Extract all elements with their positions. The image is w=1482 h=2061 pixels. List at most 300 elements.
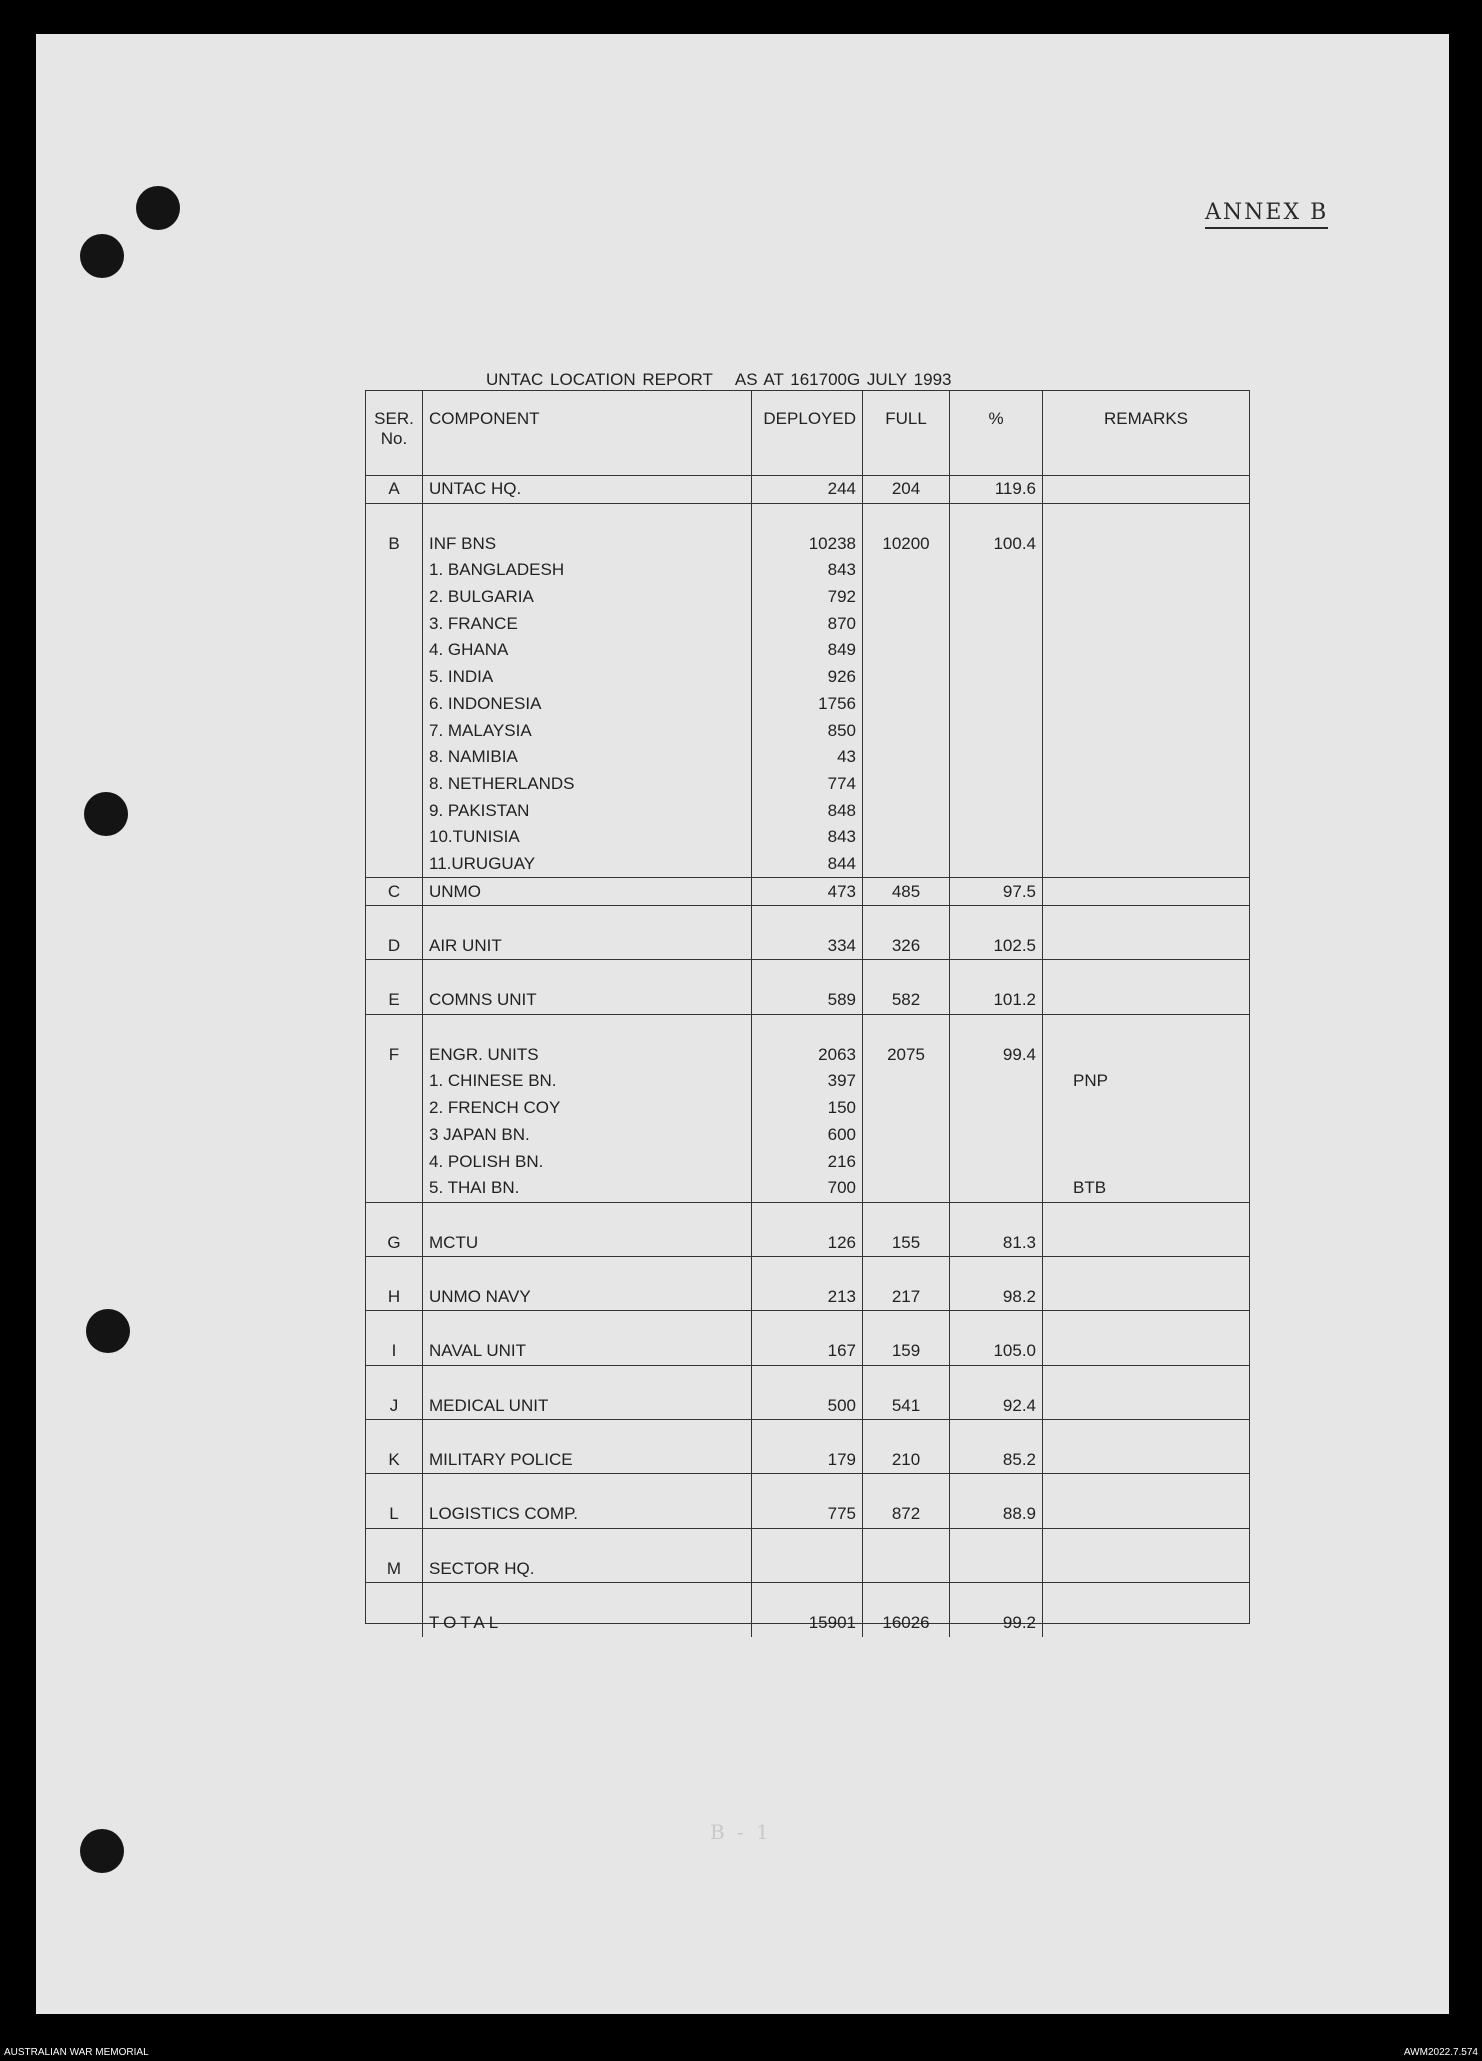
cell-ser — [366, 744, 423, 771]
cell-deployed: 15901 — [752, 1610, 863, 1637]
cell-ser — [366, 610, 423, 637]
cell-ser — [366, 691, 423, 718]
cell-ser — [366, 1202, 423, 1229]
table-row — [366, 1068, 1249, 1095]
binder-hole-2 — [80, 234, 124, 278]
cell-component: 8. NETHERLANDS — [423, 771, 752, 798]
cell-full: 210 — [863, 1447, 950, 1474]
cell-percent — [950, 1122, 1043, 1149]
table-row — [366, 530, 1249, 557]
cell-component: COMNS UNIT — [423, 987, 752, 1014]
table-row — [366, 987, 1249, 1014]
table-row — [366, 1041, 1249, 1068]
cell-percent: 97.5 — [950, 878, 1043, 906]
cell-deployed: 774 — [752, 771, 863, 798]
cell-ser: E — [366, 987, 423, 1014]
cell-remarks — [1043, 1311, 1250, 1338]
cell-remarks — [1043, 476, 1250, 504]
cell-remarks — [1043, 637, 1250, 664]
cell-deployed: 775 — [752, 1501, 863, 1528]
cell-deployed: 473 — [752, 878, 863, 906]
cell-deployed — [752, 1202, 863, 1229]
table-row — [366, 1175, 1249, 1202]
cell-ser — [366, 851, 423, 878]
table-row — [366, 1338, 1249, 1365]
cell-component: 3 JAPAN BN. — [423, 1122, 752, 1149]
cell-deployed: 843 — [752, 824, 863, 851]
cell-remarks — [1043, 1014, 1250, 1041]
cell-remarks — [1043, 664, 1250, 691]
cell-ser: D — [366, 933, 423, 960]
cell-percent: 105.0 — [950, 1338, 1043, 1365]
cell-percent — [950, 906, 1043, 933]
cell-ser — [366, 1256, 423, 1283]
cell-percent: 85.2 — [950, 1447, 1043, 1474]
cell-component: MEDICAL UNIT — [423, 1392, 752, 1419]
cell-deployed: 870 — [752, 610, 863, 637]
cell-percent — [950, 584, 1043, 611]
table-row — [366, 1556, 1249, 1583]
table-row — [366, 824, 1249, 851]
cell-ser — [366, 717, 423, 744]
cell-component — [423, 503, 752, 530]
cell-full: 582 — [863, 987, 950, 1014]
report-title — [486, 370, 951, 390]
cell-percent — [950, 503, 1043, 530]
cell-ser: H — [366, 1284, 423, 1311]
table-row — [366, 1122, 1249, 1149]
cell-ser: L — [366, 1501, 423, 1528]
cell-ser — [366, 1583, 423, 1610]
table-row — [366, 664, 1249, 691]
cell-deployed: 150 — [752, 1095, 863, 1122]
annex-label: ANNEX B — [1205, 200, 1328, 229]
cell-full — [863, 1583, 950, 1610]
cell-deployed: 700 — [752, 1175, 863, 1202]
binder-hole-1 — [136, 186, 180, 230]
cell-component: 8. NAMIBIA — [423, 744, 752, 771]
cell-deployed: 179 — [752, 1447, 863, 1474]
table-row — [366, 717, 1249, 744]
cell-remarks — [1043, 1610, 1250, 1637]
cell-percent: 102.5 — [950, 933, 1043, 960]
cell-full — [863, 717, 950, 744]
cell-full — [863, 824, 950, 851]
cell-deployed — [752, 906, 863, 933]
table-row — [366, 851, 1249, 878]
cell-deployed: 926 — [752, 664, 863, 691]
cell-full — [863, 637, 950, 664]
footer-left: AUSTRALIAN WAR MEMORIAL — [4, 2047, 149, 2058]
cell-component: 7. MALAYSIA — [423, 717, 752, 744]
cell-component: LOGISTICS COMP. — [423, 1501, 752, 1528]
cell-percent: 88.9 — [950, 1501, 1043, 1528]
cell-component: 2. BULGARIA — [423, 584, 752, 611]
table-spacer-row — [366, 1311, 1249, 1338]
cell-ser — [366, 664, 423, 691]
cell-deployed — [752, 1256, 863, 1283]
cell-remarks — [1043, 933, 1250, 960]
cell-remarks: PNP — [1073, 1071, 1108, 1091]
cell-ser: M — [366, 1556, 423, 1583]
cell-full — [863, 557, 950, 584]
cell-full — [863, 610, 950, 637]
cell-remarks — [1043, 878, 1250, 906]
cell-full — [863, 1256, 950, 1283]
cell-remarks — [1043, 1474, 1250, 1501]
cell-component — [423, 960, 752, 987]
cell-full — [863, 1474, 950, 1501]
cell-ser — [366, 1068, 423, 1095]
table-row — [366, 1284, 1249, 1311]
cell-full — [863, 584, 950, 611]
table-spacer-row — [366, 1528, 1249, 1555]
cell-component: MILITARY POLICE — [423, 1447, 752, 1474]
cell-ser — [366, 1148, 423, 1175]
cell-full — [863, 1365, 950, 1392]
cell-deployed — [752, 1311, 863, 1338]
cell-ser: F — [366, 1041, 423, 1068]
table-spacer-row — [366, 906, 1249, 933]
header-ser-line1: SER. — [374, 409, 414, 428]
cell-deployed: 843 — [752, 557, 863, 584]
cell-percent: 99.2 — [950, 1610, 1043, 1637]
table-row — [366, 476, 1249, 504]
table-row — [366, 691, 1249, 718]
cell-component: 11.URUGUAY — [423, 851, 752, 878]
cell-component: UNMO NAVY — [423, 1284, 752, 1311]
cell-full — [863, 1095, 950, 1122]
binder-hole-4 — [86, 1309, 130, 1353]
cell-remarks — [1043, 906, 1250, 933]
cell-remarks — [1043, 610, 1250, 637]
report-as-at: AS AT 161700G JULY 1993 — [734, 370, 952, 389]
table-spacer-row — [366, 1014, 1249, 1041]
cell-remarks — [1043, 1202, 1250, 1229]
cell-full — [863, 1175, 950, 1202]
cell-component — [423, 1420, 752, 1447]
cell-remarks — [1043, 1528, 1250, 1555]
cell-ser — [366, 503, 423, 530]
cell-ser — [366, 797, 423, 824]
cell-ser — [366, 824, 423, 851]
cell-percent — [950, 960, 1043, 987]
cell-remarks — [1043, 1583, 1250, 1610]
cell-deployed — [752, 960, 863, 987]
cell-full — [863, 1148, 950, 1175]
cell-ser — [366, 1420, 423, 1447]
cell-deployed — [752, 1583, 863, 1610]
cell-percent — [950, 1256, 1043, 1283]
cell-full: 217 — [863, 1284, 950, 1311]
cell-component: 5. INDIA — [423, 664, 752, 691]
cell-remarks — [1043, 584, 1250, 611]
cell-component: MCTU — [423, 1229, 752, 1256]
cell-full: 16026 — [863, 1610, 950, 1637]
cell-ser: I — [366, 1338, 423, 1365]
header-deployed: DEPLOYED — [752, 391, 863, 476]
cell-ser — [366, 1014, 423, 1041]
cell-deployed: 849 — [752, 637, 863, 664]
cell-remarks — [1043, 851, 1250, 878]
cell-component: INF BNS — [423, 530, 752, 557]
cell-remarks — [1043, 1338, 1250, 1365]
cell-ser: G — [366, 1229, 423, 1256]
cell-full: 10200 — [863, 530, 950, 557]
cell-percent — [950, 771, 1043, 798]
cell-deployed: 589 — [752, 987, 863, 1014]
cell-component: UNTAC HQ. — [423, 476, 752, 504]
cell-full — [863, 1068, 950, 1095]
cell-full — [863, 744, 950, 771]
cell-ser: A — [366, 476, 423, 504]
binder-hole-3 — [84, 792, 128, 836]
cell-ser: C — [366, 878, 423, 906]
report-title-text: UNTAC LOCATION REPORT — [486, 370, 713, 389]
cell-deployed: 10238 — [752, 530, 863, 557]
cell-ser: K — [366, 1447, 423, 1474]
cell-remarks — [1043, 1256, 1250, 1283]
cell-percent — [950, 557, 1043, 584]
cell-remarks — [1043, 744, 1250, 771]
cell-deployed — [752, 1528, 863, 1555]
cell-ser — [366, 557, 423, 584]
cell-remarks — [1043, 771, 1250, 798]
cell-percent — [950, 1365, 1043, 1392]
cell-ser — [366, 1122, 423, 1149]
cell-percent — [950, 691, 1043, 718]
location-report-table — [365, 390, 1250, 1633]
cell-component: NAVAL UNIT — [423, 1338, 752, 1365]
cell-percent: 98.2 — [950, 1284, 1043, 1311]
cell-full: 2075 — [863, 1041, 950, 1068]
cell-component — [423, 906, 752, 933]
table-row — [366, 771, 1249, 798]
cell-full: 326 — [863, 933, 950, 960]
cell-remarks — [1043, 987, 1250, 1014]
cell-ser — [366, 1365, 423, 1392]
footer-right: AWM2022.7.574 — [1403, 2047, 1478, 2058]
cell-remarks — [1043, 557, 1250, 584]
cell-component: 10.TUNISIA — [423, 824, 752, 851]
cell-full — [863, 851, 950, 878]
cell-full: 872 — [863, 1501, 950, 1528]
cell-component — [423, 1256, 752, 1283]
cell-remarks — [1043, 1122, 1250, 1149]
cell-deployed: 397 — [752, 1068, 863, 1095]
cell-deployed — [752, 1014, 863, 1041]
cell-deployed: 43 — [752, 744, 863, 771]
cell-component: 1. BANGLADESH — [423, 557, 752, 584]
cell-remarks — [1043, 1041, 1250, 1068]
cell-percent — [950, 1420, 1043, 1447]
cell-deployed: 792 — [752, 584, 863, 611]
table-row — [366, 933, 1249, 960]
cell-ser: J — [366, 1392, 423, 1419]
cell-full — [863, 664, 950, 691]
cell-component — [423, 1365, 752, 1392]
cell-full — [863, 797, 950, 824]
cell-deployed: 2063 — [752, 1041, 863, 1068]
cell-percent — [950, 637, 1043, 664]
table-row — [366, 1501, 1249, 1528]
cell-component: 2. FRENCH COY — [423, 1095, 752, 1122]
table-body — [366, 476, 1249, 1637]
cell-ser — [366, 1528, 423, 1555]
cell-remarks — [1043, 960, 1250, 987]
header-component: COMPONENT — [423, 391, 752, 476]
cell-percent: 99.4 — [950, 1041, 1043, 1068]
cell-remarks — [1043, 1556, 1250, 1583]
cell-remarks — [1043, 797, 1250, 824]
cell-component: SECTOR HQ. — [423, 1556, 752, 1583]
cell-full — [863, 1528, 950, 1555]
table-row — [366, 1095, 1249, 1122]
cell-full — [863, 1420, 950, 1447]
cell-percent — [950, 1095, 1043, 1122]
cell-ser: B — [366, 530, 423, 557]
table-row — [366, 1447, 1249, 1474]
cell-percent — [950, 1202, 1043, 1229]
cell-deployed: 1756 — [752, 691, 863, 718]
cell-deployed: 334 — [752, 933, 863, 960]
table-header-row — [366, 391, 1249, 476]
cell-percent — [950, 797, 1043, 824]
cell-component: AIR UNIT — [423, 933, 752, 960]
table-spacer-row — [366, 503, 1249, 530]
cell-percent — [950, 744, 1043, 771]
binder-hole-5 — [80, 1829, 124, 1873]
cell-full — [863, 1556, 950, 1583]
cell-ser — [366, 771, 423, 798]
cell-percent: 100.4 — [950, 530, 1043, 557]
cell-remarks — [1043, 1420, 1250, 1447]
cell-ser — [366, 906, 423, 933]
table-row — [366, 1392, 1249, 1419]
cell-remarks — [1043, 1148, 1250, 1175]
cell-remarks — [1043, 1501, 1250, 1528]
cell-full — [863, 503, 950, 530]
cell-component — [423, 1474, 752, 1501]
cell-percent: 81.3 — [950, 1229, 1043, 1256]
cell-full — [863, 960, 950, 987]
cell-full: 155 — [863, 1229, 950, 1256]
cell-deployed — [752, 503, 863, 530]
cell-remarks — [1043, 1095, 1250, 1122]
cell-percent — [950, 1556, 1043, 1583]
table-spacer-row — [366, 1583, 1249, 1610]
cell-deployed: 500 — [752, 1392, 863, 1419]
table-row — [366, 610, 1249, 637]
header-percent: % — [950, 391, 1043, 476]
table-spacer-row — [366, 1474, 1249, 1501]
cell-deployed: 600 — [752, 1122, 863, 1149]
cell-percent: 92.4 — [950, 1392, 1043, 1419]
cell-full — [863, 1122, 950, 1149]
cell-remarks — [1043, 530, 1250, 557]
header-remarks: REMARKS — [1103, 409, 1189, 428]
cell-percent — [950, 1583, 1043, 1610]
cell-component: 3. FRANCE — [423, 610, 752, 637]
table-row — [366, 584, 1249, 611]
cell-remarks — [1043, 1284, 1250, 1311]
cell-component — [423, 1202, 752, 1229]
cell-percent — [950, 851, 1043, 878]
cell-full: 204 — [863, 476, 950, 504]
cell-remarks — [1043, 1229, 1250, 1256]
table-row — [366, 1148, 1249, 1175]
cell-deployed — [752, 1556, 863, 1583]
cell-percent — [950, 1528, 1043, 1555]
cell-deployed: 216 — [752, 1148, 863, 1175]
cell-full — [863, 1014, 950, 1041]
cell-percent: 119.6 — [950, 476, 1043, 504]
cell-component — [423, 1583, 752, 1610]
cell-percent: 101.2 — [950, 987, 1043, 1014]
cell-component: 9. PAKISTAN — [423, 797, 752, 824]
cell-ser — [366, 1095, 423, 1122]
cell-percent — [950, 1474, 1043, 1501]
cell-deployed: 213 — [752, 1284, 863, 1311]
cell-ser — [366, 1175, 423, 1202]
cell-full — [863, 1311, 950, 1338]
cell-deployed: 850 — [752, 717, 863, 744]
cell-full — [863, 771, 950, 798]
cell-remarks — [1043, 1365, 1250, 1392]
cell-component: 1. CHINESE BN. — [423, 1068, 752, 1095]
cell-ser — [366, 1311, 423, 1338]
cell-component: TOTAL — [423, 1610, 752, 1637]
cell-percent — [950, 1014, 1043, 1041]
table-row — [366, 557, 1249, 584]
cell-deployed: 844 — [752, 851, 863, 878]
cell-full: 159 — [863, 1338, 950, 1365]
cell-percent — [950, 1175, 1043, 1202]
cell-percent — [950, 717, 1043, 744]
cell-component — [423, 1528, 752, 1555]
cell-remarks — [1043, 1447, 1250, 1474]
cell-component — [423, 1014, 752, 1041]
cell-component: 4. GHANA — [423, 637, 752, 664]
cell-deployed — [752, 1420, 863, 1447]
cell-component: 4. POLISH BN. — [423, 1148, 752, 1175]
header-ser-line2: No. — [380, 429, 408, 448]
table-spacer-row — [366, 1202, 1249, 1229]
cell-deployed: 848 — [752, 797, 863, 824]
table-total-row — [366, 1610, 1249, 1637]
cell-remarks — [1043, 1392, 1250, 1419]
cell-ser — [366, 584, 423, 611]
cell-ser — [366, 1474, 423, 1501]
cell-percent — [950, 1148, 1043, 1175]
cell-percent — [950, 664, 1043, 691]
cell-ser — [366, 637, 423, 664]
table-spacer-row — [366, 1420, 1249, 1447]
cell-remarks — [1043, 824, 1250, 851]
header-ser-no — [366, 391, 423, 476]
cell-deployed: 126 — [752, 1229, 863, 1256]
cell-percent — [950, 1311, 1043, 1338]
cell-component: ENGR. UNITS — [423, 1041, 752, 1068]
cell-deployed: 244 — [752, 476, 863, 504]
cell-percent — [950, 824, 1043, 851]
cell-percent — [950, 610, 1043, 637]
cell-full — [863, 691, 950, 718]
table-row — [366, 744, 1249, 771]
table-spacer-row — [366, 1256, 1249, 1283]
cell-remarks: BTB — [1073, 1178, 1107, 1198]
cell-component: 6. INDONESIA — [423, 691, 752, 718]
